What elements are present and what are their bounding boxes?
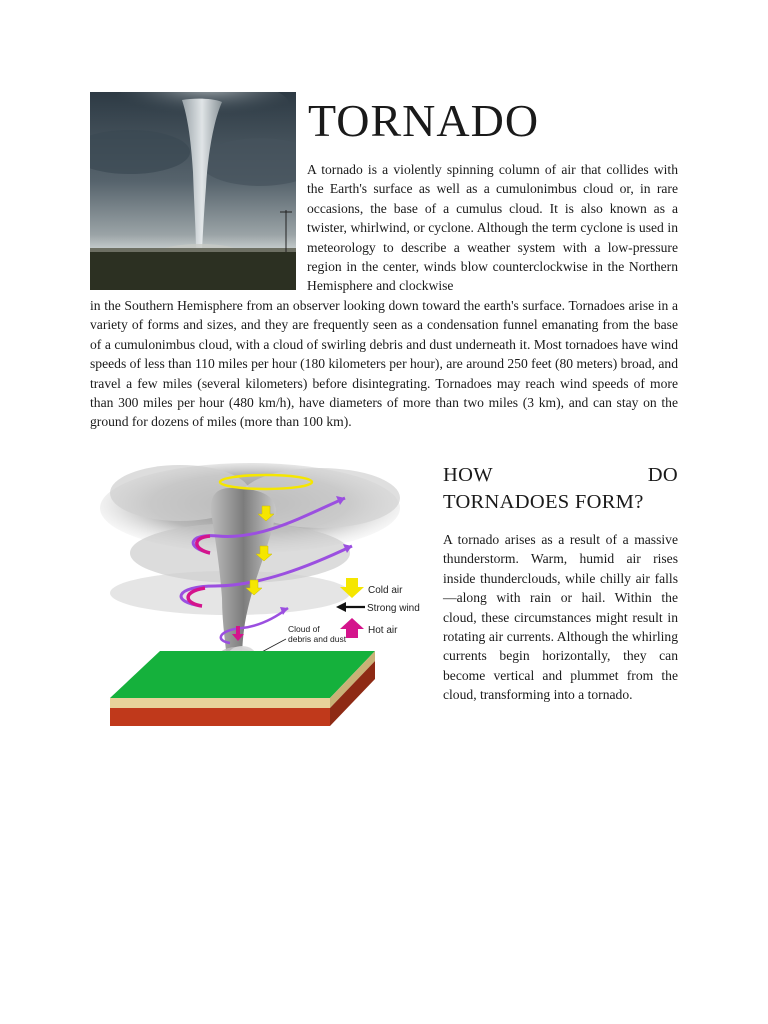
intro-paragraph-wrapped: [307, 160, 678, 296]
intro-paragraph-full: [90, 296, 678, 432]
section-heading: [443, 462, 678, 516]
ground-surface: [110, 651, 375, 698]
legend-cold-air: Cold air: [368, 585, 403, 596]
heading-word-do: DO: [647, 464, 678, 486]
intro-text-wrapped: A tornado is a violently spinning column of air that collides with the Earth's surface as well as a cumulonimbus cloud or, in rare occasions, the base of a cumulus cloud. It is also known as a twister, whirlwind, or cyclone. Although the term cyclone is used in meteorology to describe a weather system with a low-pressure region in the center, winds blow counterclockwise in the Northern Hemisphere and clockwise: [307, 162, 678, 294]
ground-layer-sand: [110, 698, 330, 708]
intro-text-full: in the Southern Hemisphere from an observer looking down toward the earth's surface. Tornadoes arise in a variety of forms and sizes, and they are frequently seen as a condensation funnel emanating from the base of a cumulonimbus cloud, with a cloud of swirling debris and dust underneath it. Most tornadoes have wind speeds of less than 110 miles per hour (180 kilometers per hour), are around 250 feet (80 meters) broad, and travel a few miles (several kilometers) before disintegrating. Tornadoes may reach wind speeds of more than 300 miles per hour (480 km/h), have diameters of more than two miles (3 km), and can stay on the ground for dozens of miles (more than 100 km).: [90, 298, 679, 430]
tornado-formation-diagram: [90, 458, 430, 730]
formation-paragraph: [443, 530, 678, 705]
tornado-photo: [90, 92, 296, 290]
page-title: TORNADO: [308, 95, 540, 146]
section-heading-line2: TORNADOES FORM?: [443, 491, 644, 513]
tornado-photo-image: [90, 92, 296, 290]
heading-word-how: HOW: [443, 464, 493, 486]
legend-strong-wind: Strong wind: [367, 603, 420, 614]
legend-hot-air: Hot air: [368, 625, 398, 636]
ground-layer-soil: [110, 708, 330, 726]
diagram-illustration: [90, 458, 430, 730]
section-heading-line1: [443, 462, 678, 489]
debris-label-line2: debris and dust: [288, 634, 347, 644]
formation-text: A tornado arises as a result of a massive thunderstorm. Warm, humid air rises inside thunderclouds, while chilly air falls—along with rain or hail. Within the cloud, these circumstances might result in rotating air currents. Although the whirling currents begin horizontally, they can become vertical and plummet from the cloud, transforming into a tornado.: [443, 532, 678, 703]
debris-label-line1: Cloud of: [288, 624, 320, 634]
